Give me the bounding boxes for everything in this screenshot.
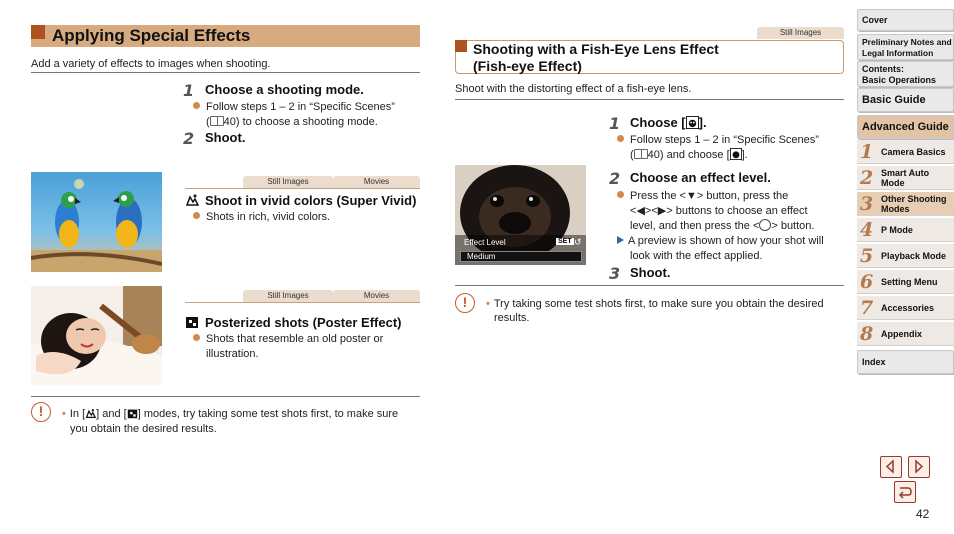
bullet-seg: > button, press the — [696, 190, 789, 202]
label-seg: ]. — [698, 115, 707, 130]
section-intro: Add a variety of effects to images when shooting. — [31, 58, 271, 70]
chapter-number: 6 — [860, 271, 874, 293]
prev-page-button[interactable] — [880, 456, 902, 478]
chapter-number: 4 — [860, 219, 874, 241]
step-bullet-cont — [630, 219, 814, 234]
section-marker — [455, 40, 467, 52]
caution-seg: ] modes, try taking some test shots first, to make sure — [137, 408, 399, 420]
sidebar-item-accessories[interactable] — [857, 296, 954, 320]
poster-effect-heading — [185, 315, 402, 330]
right-arrow-icon — [909, 457, 928, 476]
poster-effect-label: Posterized shots (Poster Effect) — [205, 315, 402, 330]
divider — [455, 285, 844, 286]
bullet-text: Follow steps 1 – 2 in “Specific Scenes” — [630, 134, 819, 146]
bullet-dot — [193, 212, 200, 219]
effect-level-value: Medium — [460, 251, 582, 262]
sidebar-item-other-shooting-modes[interactable] — [857, 192, 954, 216]
page-title: Applying Special Effects — [52, 26, 251, 45]
step-label: Choose a shooting mode. — [205, 82, 364, 97]
caution-seg: Try taking some test shots first, to make sure you obtain the desired — [493, 298, 824, 310]
caution-text-cont: you obtain the desired results. — [70, 423, 217, 435]
fisheye-intro: Shoot with the distorting effect of a fish-eye lens. — [455, 83, 692, 95]
paren: ]. — [741, 149, 748, 161]
poster-effect-icon — [185, 315, 199, 329]
label-seg: Choose [ — [630, 115, 686, 130]
bullet-seg: >< — [644, 205, 658, 217]
note-text: A preview is shown of how your shot will — [628, 235, 824, 247]
bullet-dot — [193, 334, 200, 341]
back-icon: ↺ — [574, 237, 582, 247]
step-number: 3 — [609, 264, 621, 283]
bullet-dot — [617, 191, 624, 198]
bullet-dot — [617, 135, 624, 142]
bullet-seg: < — [630, 205, 637, 217]
sidebar-item-setting-menu[interactable] — [857, 270, 954, 294]
step-number: 1 — [183, 81, 195, 100]
sidebar-basic-guide[interactable]: Basic Guide — [857, 88, 954, 112]
step-bullet-cont — [630, 204, 808, 219]
chapter-number: 8 — [860, 323, 874, 345]
caution-icon: ! — [31, 402, 51, 422]
step-number: 1 — [609, 114, 621, 133]
book-icon[interactable] — [210, 116, 224, 126]
chapter-number: 5 — [860, 245, 874, 267]
paren: ( — [630, 149, 634, 161]
sidebar-preliminary-notes[interactable] — [857, 34, 954, 60]
tag-still-images: Still Images — [243, 176, 333, 188]
divider — [31, 72, 420, 73]
sidebar-item-p-mode[interactable] — [857, 218, 954, 242]
divider — [31, 396, 420, 397]
bullet-dot — [193, 102, 200, 109]
left-arrow-icon — [881, 457, 900, 476]
chapter-label: Setting Menu — [881, 277, 938, 287]
next-page-button[interactable] — [908, 456, 930, 478]
return-icon — [895, 482, 914, 501]
sidebar-label: Contents: — [862, 64, 904, 74]
bullet-text: Shots that resemble an old poster or — [206, 333, 384, 345]
page-link[interactable]: 40) to choose a shooting mode. — [223, 116, 378, 128]
chapter-label: Accessories — [881, 303, 935, 313]
page-link[interactable]: 40) and choose [ — [647, 149, 730, 161]
step-bullet — [617, 189, 788, 204]
bullet-seg: > buttons to choose an effect — [666, 205, 808, 217]
super-vivid-bullet — [193, 210, 330, 225]
fisheye-icon — [686, 116, 699, 129]
tag-movies: Movies — [333, 176, 420, 188]
step-bullet-cont — [630, 148, 748, 163]
super-vivid-label: Shoot in vivid colors (Super Vivid) — [205, 193, 417, 208]
tag-still-images: Still Images — [243, 290, 333, 302]
book-icon[interactable] — [634, 149, 648, 159]
super-vivid-heading — [185, 193, 416, 208]
chapter-label: P Mode — [881, 225, 913, 235]
sidebar-label: Basic Operations — [862, 75, 937, 85]
fisheye-preview-screen — [455, 165, 586, 265]
page-number: 42 — [916, 507, 930, 521]
caution-text — [486, 297, 824, 312]
super-vivid-icon — [185, 193, 199, 207]
note-arrow-icon — [617, 236, 624, 244]
set-label: SET — [558, 238, 572, 245]
chapter-label: Playback Mode — [881, 251, 947, 261]
paren: ( — [206, 116, 210, 128]
step-label: Shoot. — [205, 130, 246, 145]
step-note — [617, 234, 824, 249]
poster-effect-bullet-cont: illustration. — [206, 348, 259, 360]
chapter-number: 1 — [860, 141, 874, 163]
down-arrow-icon: ▼ — [685, 190, 697, 202]
section-marker — [31, 25, 45, 39]
caution-text-cont: results. — [494, 312, 530, 324]
bullet-seg: > button. — [771, 220, 815, 232]
left-arrow-icon: ◀ — [636, 205, 645, 217]
chapter-number: 3 — [860, 193, 874, 215]
tag-rule — [185, 302, 420, 303]
caution-seg: In [ — [69, 408, 86, 420]
bullet-text: Follow steps 1 – 2 in “Specific Scenes” — [206, 101, 395, 113]
step-bullet — [617, 133, 819, 148]
sidebar-contents[interactable] — [857, 61, 954, 87]
step-bullet-cont — [206, 115, 378, 130]
bullet-text: Shots in rich, vivid colors. — [206, 211, 331, 223]
right-arrow-icon: ▶ — [657, 205, 667, 217]
bullet-seg: level, and then press the < — [630, 220, 760, 232]
sidebar-label: Legal Information — [862, 48, 934, 58]
step-label — [630, 115, 707, 130]
step-number: 2 — [609, 169, 621, 188]
sidebar-item-playback-mode[interactable] — [857, 244, 954, 268]
caution-seg: ] and [ — [96, 408, 127, 420]
tag-rule — [185, 188, 420, 189]
chapter-label: Other Shooting Modes — [881, 194, 947, 214]
chapter-number: 2 — [860, 167, 874, 189]
fisheye-title-line2: (Fish-eye Effect) — [473, 58, 582, 74]
func-set-icon — [759, 219, 771, 231]
step-note-cont: look with the effect applied. — [630, 250, 763, 262]
chapter-label: Smart Auto Mode — [881, 168, 930, 188]
sidebar-index[interactable]: Index — [857, 350, 954, 374]
girl-photo — [31, 286, 162, 385]
fisheye-icon — [730, 148, 742, 160]
sidebar-label: Preliminary Notes and — [862, 37, 952, 47]
sidebar-item-camera-basics[interactable] — [857, 140, 954, 164]
bullet-mark: • — [486, 298, 490, 310]
sidebar-item-appendix[interactable] — [857, 322, 954, 346]
caution-icon: ! — [455, 293, 475, 313]
return-button[interactable] — [894, 481, 916, 503]
tag-movies: Movies — [333, 290, 420, 302]
bullet-seg: Press the < — [630, 190, 686, 202]
tag-still-images: Still Images — [757, 27, 844, 39]
step-bullet — [193, 100, 395, 115]
bullet-mark: • — [62, 408, 66, 420]
sidebar-item-smart-auto[interactable] — [857, 166, 954, 190]
sidebar-advanced-guide[interactable]: Advanced Guide — [857, 115, 954, 139]
divider — [455, 99, 844, 100]
parrots-photo — [31, 172, 162, 272]
chapter-label: Camera Basics — [881, 147, 946, 157]
poster-effect-icon — [127, 408, 138, 419]
effect-level-label: Effect Level — [464, 238, 506, 247]
step-number: 2 — [183, 129, 195, 148]
fisheye-title: Shooting with a Fish-Eye Lens Effect — [473, 41, 719, 57]
step-label: Choose an effect level. — [630, 170, 771, 185]
step-label: Shoot. — [630, 265, 671, 280]
caution-text — [62, 407, 398, 422]
chapter-number: 7 — [860, 297, 874, 319]
super-vivid-icon — [85, 408, 96, 419]
poster-effect-bullet — [193, 332, 383, 347]
chapter-label: Appendix — [881, 329, 923, 339]
sidebar-cover[interactable]: Cover — [857, 9, 954, 31]
